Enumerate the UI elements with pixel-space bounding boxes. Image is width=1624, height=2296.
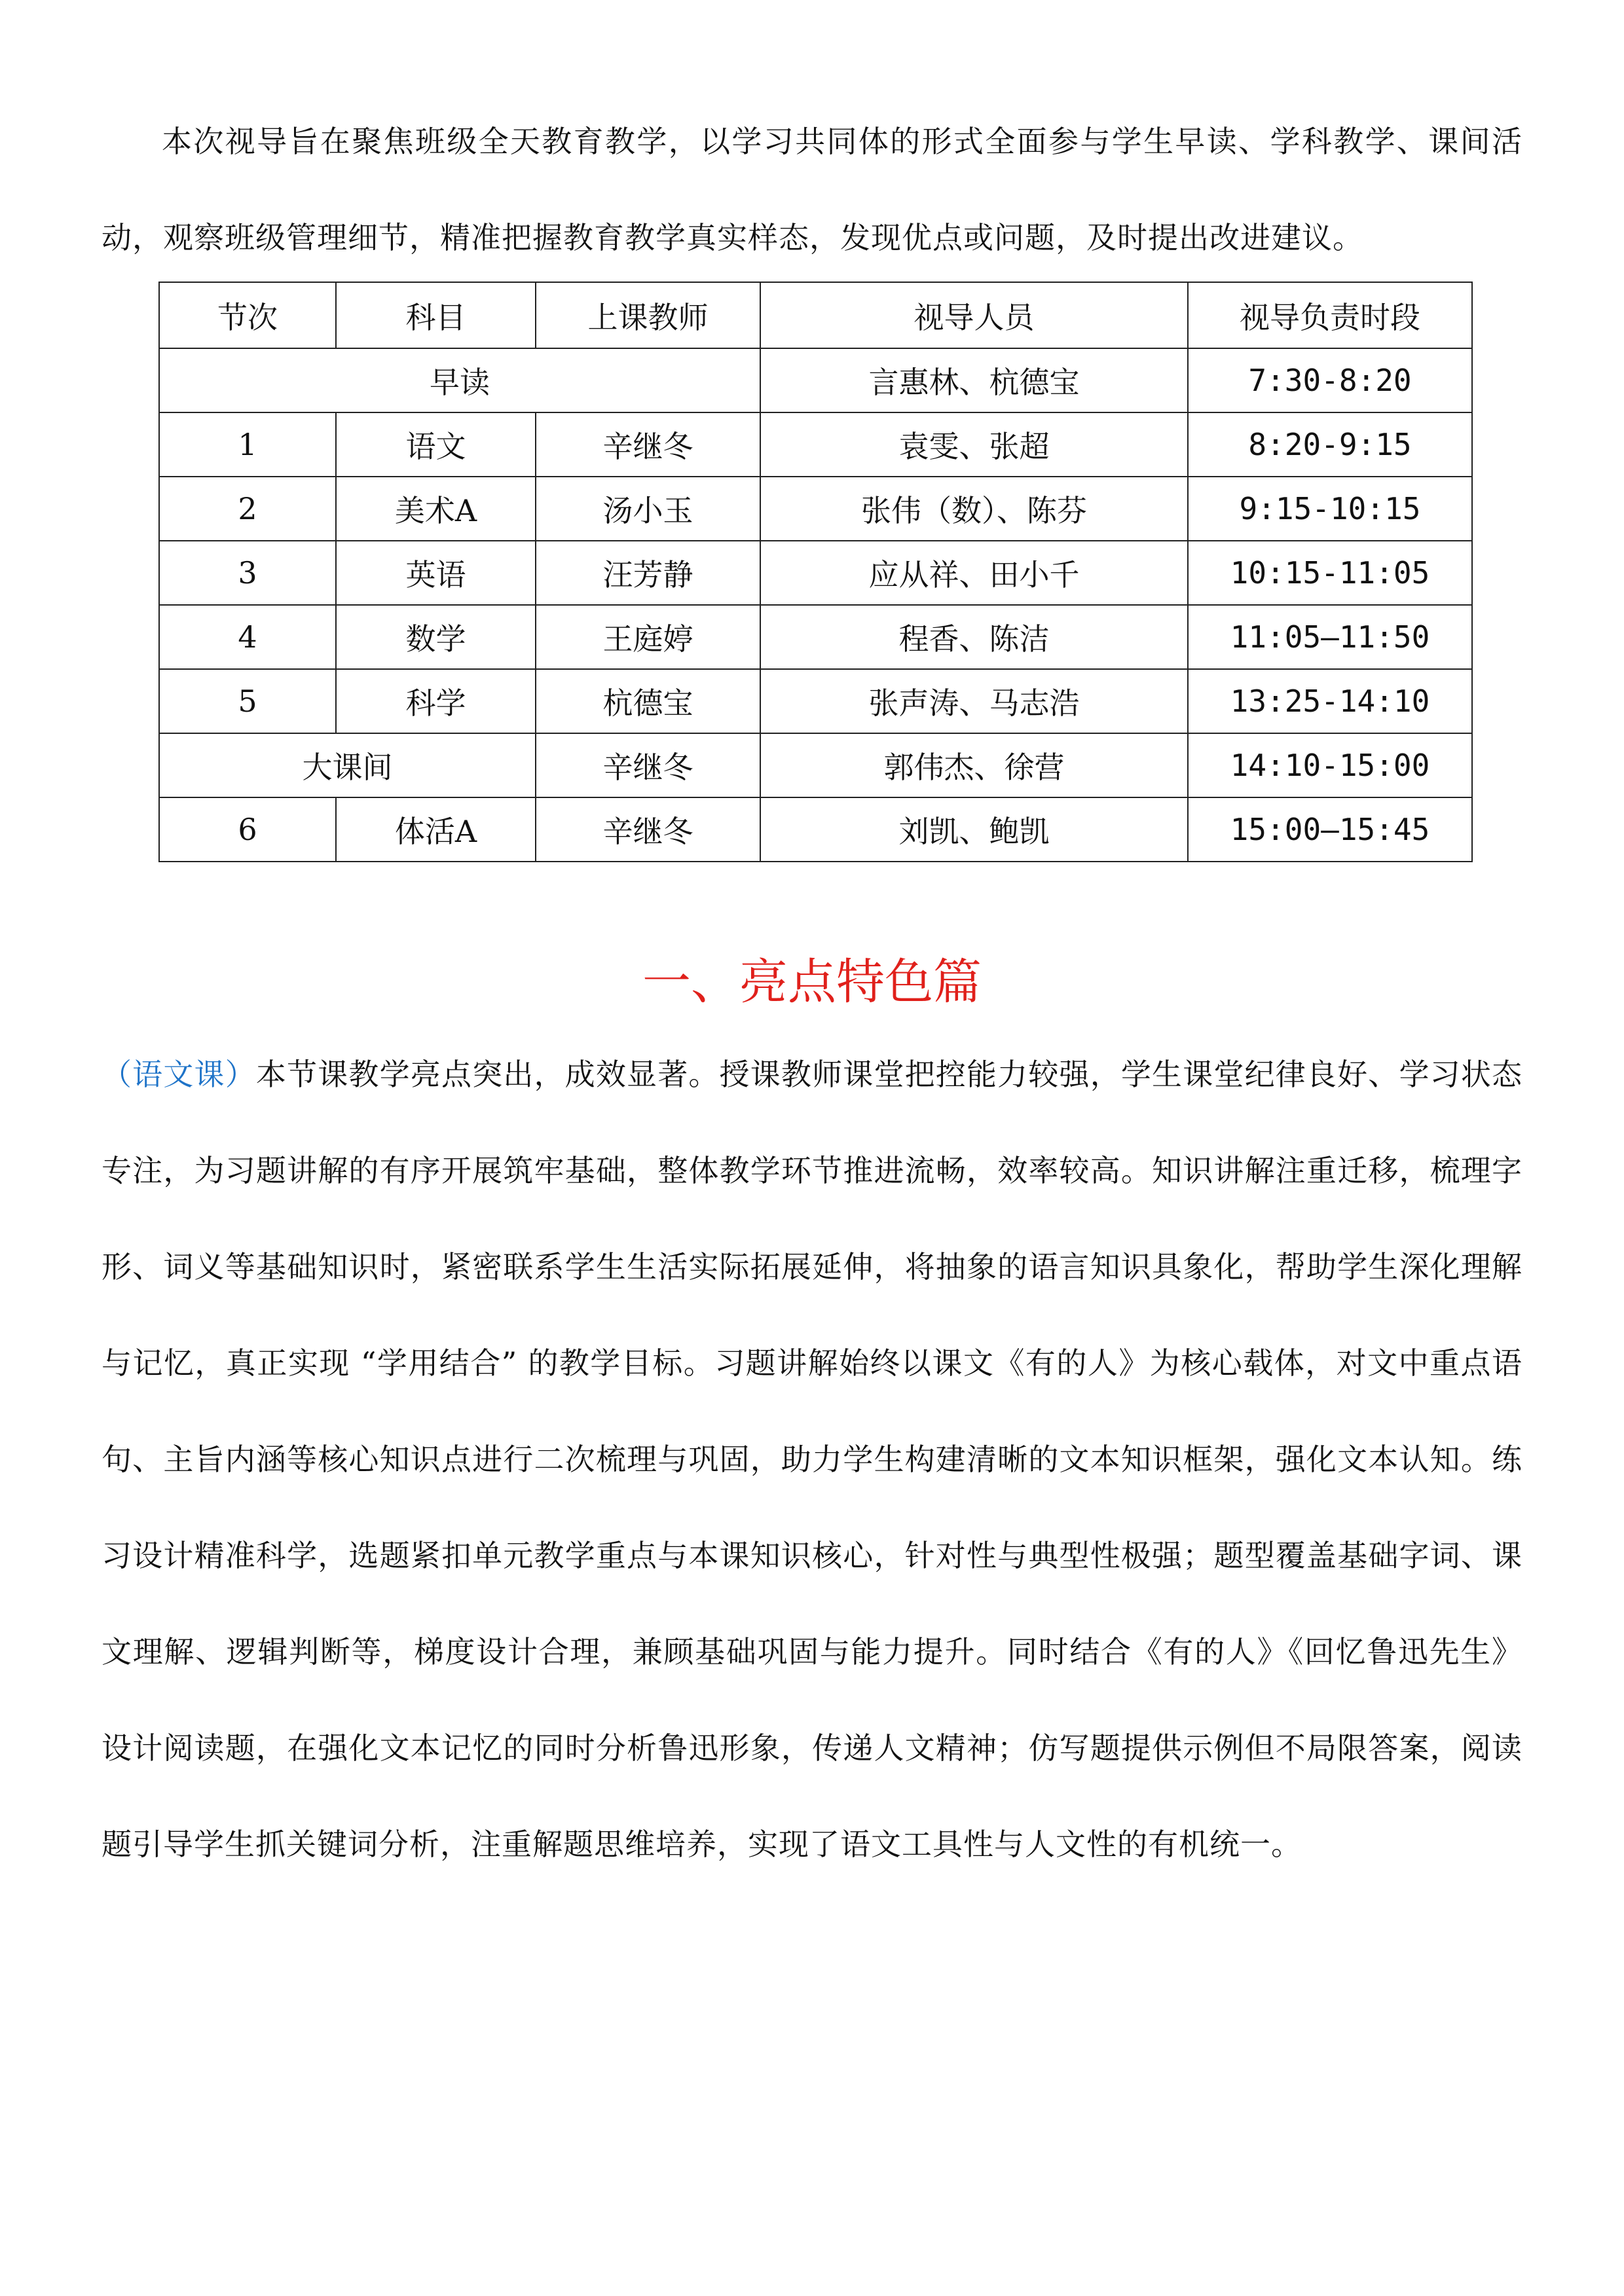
- table-row: [159, 733, 1472, 797]
- cell-observers: 程香、陈洁: [760, 605, 1188, 669]
- subject-tag: （语文课）: [101, 1057, 256, 1092]
- cell-period: 大课间: [159, 733, 536, 797]
- cell-time: 11:05—11:50: [1188, 605, 1472, 669]
- cell-time: 7:30-8:20: [1188, 348, 1472, 412]
- cell-observers: 应从祥、田小千: [760, 541, 1188, 605]
- header-observers: 视导人员: [760, 282, 1188, 348]
- cell-observers: 刘凯、鲍凯: [760, 797, 1188, 862]
- cell-subject: 英语: [336, 541, 536, 605]
- table-row: [159, 541, 1472, 605]
- cell-subject: 语文: [336, 412, 536, 477]
- cell-subject: 美术A: [336, 477, 536, 541]
- cell-time: 14:10-15:00: [1188, 733, 1472, 797]
- cell-teacher: 汪芳静: [536, 541, 760, 605]
- cell-observers: 郭伟杰、徐营: [760, 733, 1188, 797]
- cell-observers: 张声涛、马志浩: [760, 669, 1188, 733]
- section-title: 一、亮点特色篇: [642, 954, 982, 1010]
- header-subject: 科目: [336, 282, 536, 348]
- cell-subject: 数学: [336, 605, 536, 669]
- cell-time: 9:15-10:15: [1188, 477, 1472, 541]
- cell-subject: 科学: [336, 669, 536, 733]
- cell-time: 13:25-14:10: [1188, 669, 1472, 733]
- cell-time: 15:00—15:45: [1188, 797, 1472, 862]
- header-period: 节次: [159, 282, 336, 348]
- cell-teacher: 辛继冬: [536, 797, 760, 862]
- cell-time: 8:20-9:15: [1188, 412, 1472, 477]
- cell-period: 2: [159, 477, 336, 541]
- cell-period: 4: [159, 605, 336, 669]
- cell-teacher: 杭德宝: [536, 669, 760, 733]
- cell-period: 3: [159, 541, 336, 605]
- header-teacher: 上课教师: [536, 282, 760, 348]
- cell-period: 1: [159, 412, 336, 477]
- cell-teacher: 王庭婷: [536, 605, 760, 669]
- table-row: [159, 605, 1472, 669]
- body-text: 本节课教学亮点突出，成效显著。授课教师课堂把控能力较强，学生课堂纪律良好、学习状态专注，为习题讲解的有序开展筑牢基础，整体教学环节推进流畅，效率较高。知识讲解注重迁移，梳理字形、词义等基础知识时，紧密联系学生生活实际拓展延伸，将抽象的语言知识具象化，帮助学生深化理解与记忆，真正实现 “学用结合” 的教学目标。习题讲解始终以课文《有的人》为核心载体，对文中重点语句、主旨内涵等核心知识点进行二次梳理与巩固，助力学生构建清晰的文本知识框架，强化文本认知。练习设计精准科学，选题紧扣单元教学重点与本课知识核心，针对性与典型性极强；题型覆盖基础字词、课文理解、逻辑判断等，梯度设计合理，兼顾基础巩固与能力提升。同时结合《有的人》《回忆鲁迅先生》设计阅读题，在强化文本记忆的同时分析鲁迅形象，传递人文精神；仿写题提供示例但不局限答案，阅读题引导学生抓关键词分析，注重解题思维培养，实现了语文工具性与人文性的有机统一。: [101, 1057, 1523, 1862]
- table-row: [159, 477, 1472, 541]
- cell-subject: 体活A: [336, 797, 536, 862]
- chinese-class-paragraph: [101, 1027, 1522, 1893]
- cell-observers: 言惠林、杭德宝: [760, 348, 1188, 412]
- table-row: [159, 669, 1472, 733]
- cell-teacher: 辛继冬: [536, 733, 760, 797]
- table-row: [159, 797, 1472, 862]
- cell-observers: 张伟（数）、陈芬: [760, 477, 1188, 541]
- header-time: 视导负责时段: [1188, 282, 1472, 348]
- cell-teacher: 辛继冬: [536, 412, 760, 477]
- cell-teacher: 汤小玉: [536, 477, 760, 541]
- intro-paragraph: 本次视导旨在聚焦班级全天教育教学，以学习共同体的形式全面参与学生早读、学科教学、课间活动，观察班级管理细节，精准把握教育教学真实样态，发现优点或问题，及时提出改进建议。: [101, 124, 1522, 255]
- table-header-row: [159, 282, 1472, 348]
- cell-time: 10:15-11:05: [1188, 541, 1472, 605]
- schedule-table: [158, 282, 1473, 862]
- cell-period: 5: [159, 669, 336, 733]
- cell-observers: 袁雯、张超: [760, 412, 1188, 477]
- table-row: [159, 412, 1472, 477]
- cell-period: 6: [159, 797, 336, 862]
- cell-period: 早读: [159, 348, 760, 412]
- table-row: [159, 348, 1472, 412]
